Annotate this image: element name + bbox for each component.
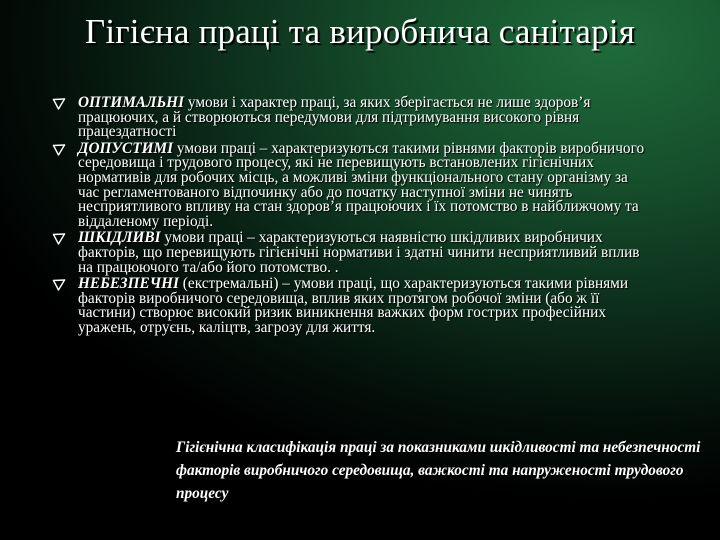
bullet-item-harmful [78,231,648,275]
bullet-term: ДОПУСТИМІ [78,139,174,157]
bullet-text: (екстремальні) – умови праці, що характеризуються такими рівнями факторів виробничого середовища, вплив яких протягом робочої зміни (або ж її частини) створює високий ризик виникнення важких форм гострих професійних уражень, отруєнь, каліцтв, загрозу для життя. [78,275,629,336]
bullet-text: умови праці – характеризуються такими рівнями факторів виробничого середовища і трудового процесу, які не перевищують встановлених гігієнічних нормативів для робочих місць, а можливі зміни функціонального стану організму за час регламентованого відпочинку або до початку наступної зміни не чинять несприятливого впливу на стан здоров’я працюючих і їх потомство в найближчому та віддаленому періоді. [78,139,645,230]
bullet-text: умови і характер праці, за яких зберігається не лише здоров’я працюючих, а й створюються передумови для підтримування високого рівня працездатності [78,94,591,141]
bullet-item-optimal [78,96,648,140]
bullet-term: ШКІДЛИВІ [78,229,161,247]
slide-title: Гігієна праці та виробнича санітарія [84,12,636,51]
bullet-item-permissible [78,139,648,230]
check-arrow-icon [52,278,66,292]
bullet-text: умови праці – характеризуються наявністю шкідливих виробничих факторів, що перевищують гігієнічні нормативи і здатні чинити несприятливий вплив на працюючого та/або його потомство. . [78,229,640,276]
bullet-item-dangerous [78,277,648,335]
check-arrow-icon [52,97,66,111]
check-arrow-icon [52,232,66,246]
classification-footnote: Гігієнічна класифікація праці за показниками шкідливості та небезпечності факторів виробничого середовища, важкості та напруженості трудового процесу [176,439,701,502]
bullet-term: НЕБЕЗПЕЧНІ [78,275,179,293]
bullet-list [78,96,648,336]
bullet-term: ОПТИМАЛЬНІ [78,94,185,111]
check-arrow-icon [52,143,66,157]
